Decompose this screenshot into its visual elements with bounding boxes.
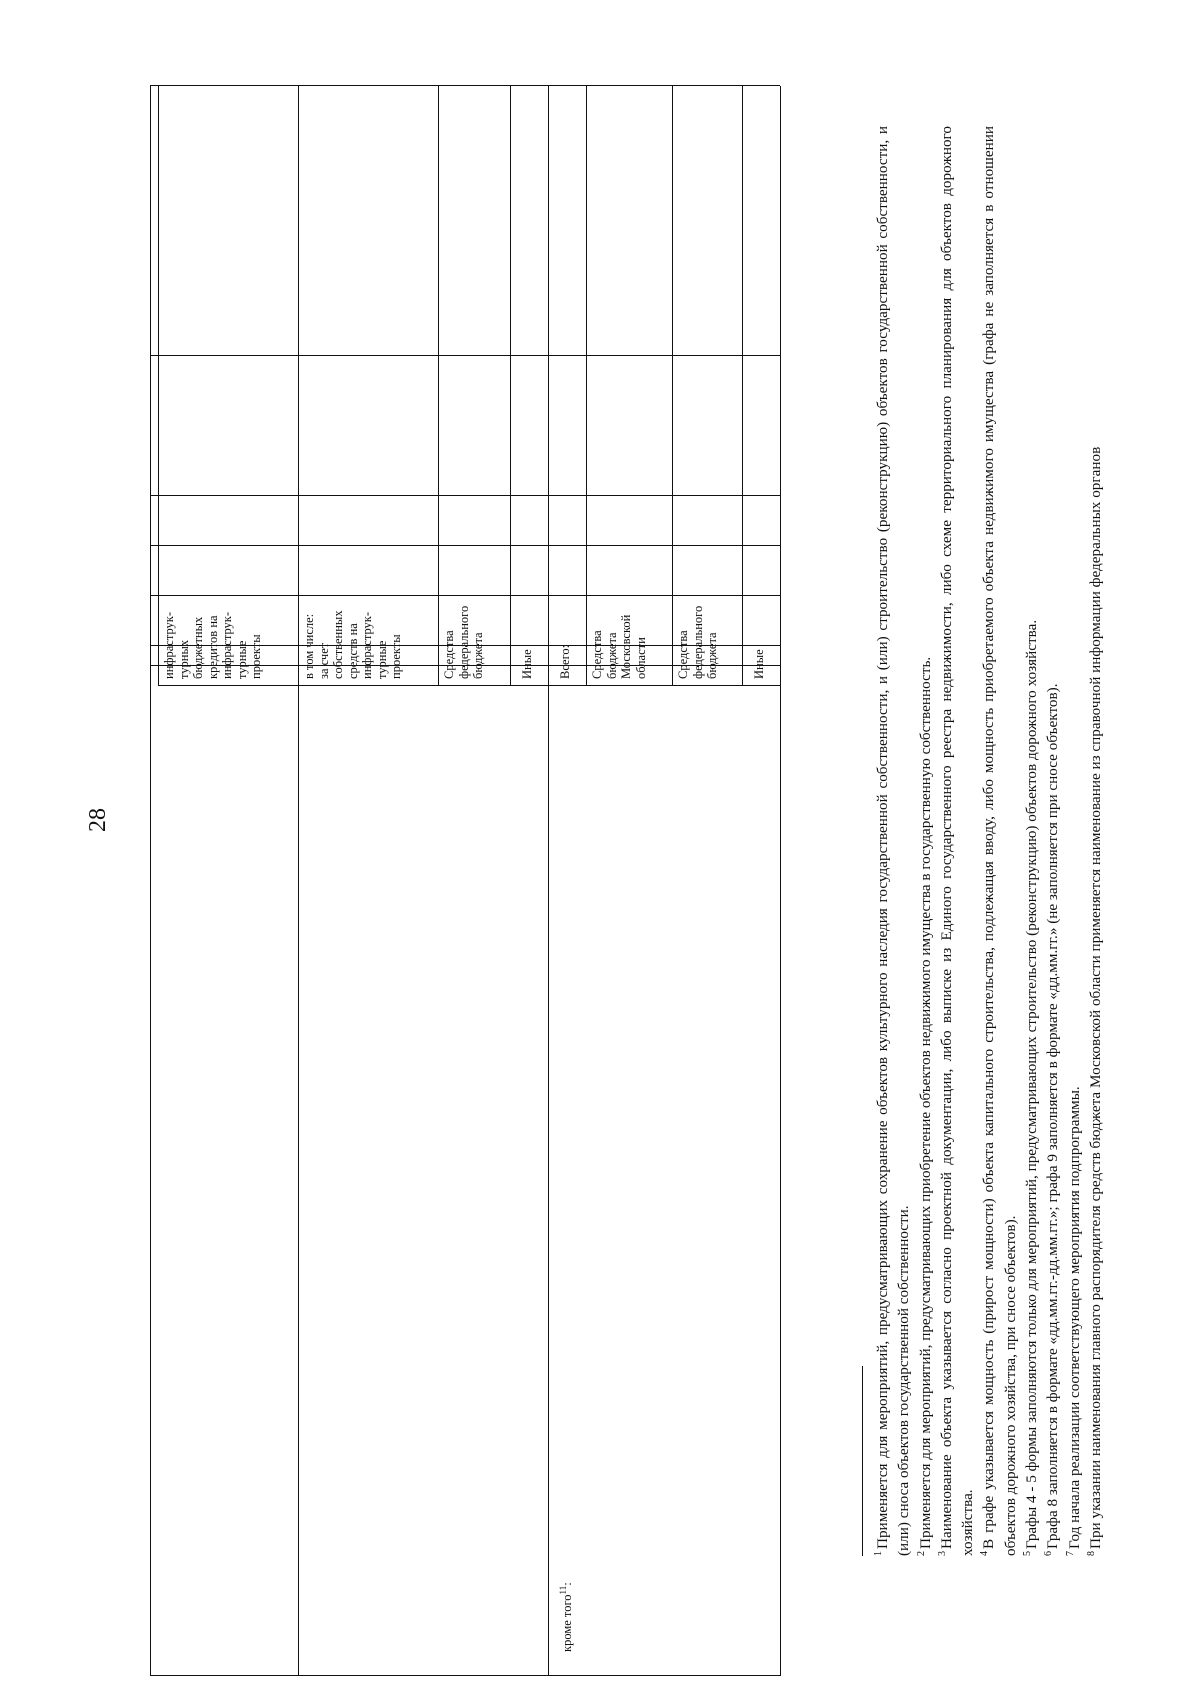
rotated-content <box>0 86 1104 1686</box>
row-divider <box>158 86 159 686</box>
table-right-edge <box>150 85 780 86</box>
table-left-edge <box>150 1675 780 1676</box>
row-label: Иные <box>520 649 534 679</box>
footnote-5: $^5$Графы 4 - 5 формы заполняются только для мероприятий, предусматривающих строительство (реконструкцию) объектов дорожного хозяйства. <box>1022 619 1041 1556</box>
column-divider <box>150 495 780 496</box>
footnote-4: $^4$В графе указывается мощность (прирост мощности) объекта капитального строительства, подлежащая вводу, либо мощность приобретаемого объекта недвижимого имущества (графа не заполняется в отношении объектов дорожного хозяйства, при сносе объектов). <box>979 126 1019 1556</box>
row-label: инфраструк- турных бюджетных кредитов на инфраструк- турные проекты <box>162 611 263 679</box>
column-divider <box>150 545 780 546</box>
row-label: Иные <box>752 649 766 679</box>
row-divider <box>586 86 587 686</box>
footnote-6: $^6$Графа 8 заполняется в формате «дд.мм.гг.-дд.мм.гг.»; графа 9 заполняется в формате «дд.мм.гг.» (не заполняется при сносе объектов). <box>1043 683 1062 1556</box>
row-divider <box>672 86 673 686</box>
footnote-1: $^1$Применяется для мероприятий, предусматривающих сохранение объектов культурного наследия государственной собственности, и (или) строительство (реконструкцию) объектов государственной собственности, и (или) сноса объектов государственной собственности. <box>872 126 913 1556</box>
column-divider <box>158 685 780 686</box>
row-label: Средства федерального бюджета <box>442 605 485 679</box>
row-label: Всего: <box>558 644 572 679</box>
column-divider <box>150 595 780 596</box>
row-label: Средства федерального бюджета <box>676 605 719 679</box>
page-number: 28 <box>85 808 111 832</box>
table-bottom-edge <box>780 86 781 1676</box>
row-divider <box>298 86 299 1676</box>
footnote-separator <box>862 1366 863 1556</box>
footnotes <box>872 126 1106 1556</box>
footnote-8: $^8$При указании наименования главного распорядителя средств бюджета Московской области применяется наименование из справочной информации федеральных органов <box>1085 446 1104 1556</box>
extra-label: кроме того$^{11}$: <box>558 1582 575 1652</box>
row-label: в том числе: за счет собственных средств на инфраструк- турные проекты <box>302 610 403 679</box>
footnote-7: $^7$Год начала реализации соответствующего мероприятия подпрограммы. <box>1064 1086 1083 1556</box>
row-divider <box>742 86 743 686</box>
row-divider <box>510 86 511 686</box>
footnote-2: $^2$Применяется для мероприятий, предусматривающих приобретение объектов недвижимого имущества в государственную собственность. <box>915 656 934 1556</box>
footnote-3: $^3$Наименование объекта указывается согласно проектной документации, либо выписке из Единого государственного реестра недвижимости, либо схеме территориального планирования для объектов дорожного хозяйства. <box>936 126 977 1556</box>
row-label: Средства бюджета Московской области <box>590 614 648 679</box>
column-divider <box>150 355 780 356</box>
row-divider <box>438 86 439 686</box>
table-top-edge <box>150 86 151 1676</box>
row-divider <box>548 86 549 1676</box>
